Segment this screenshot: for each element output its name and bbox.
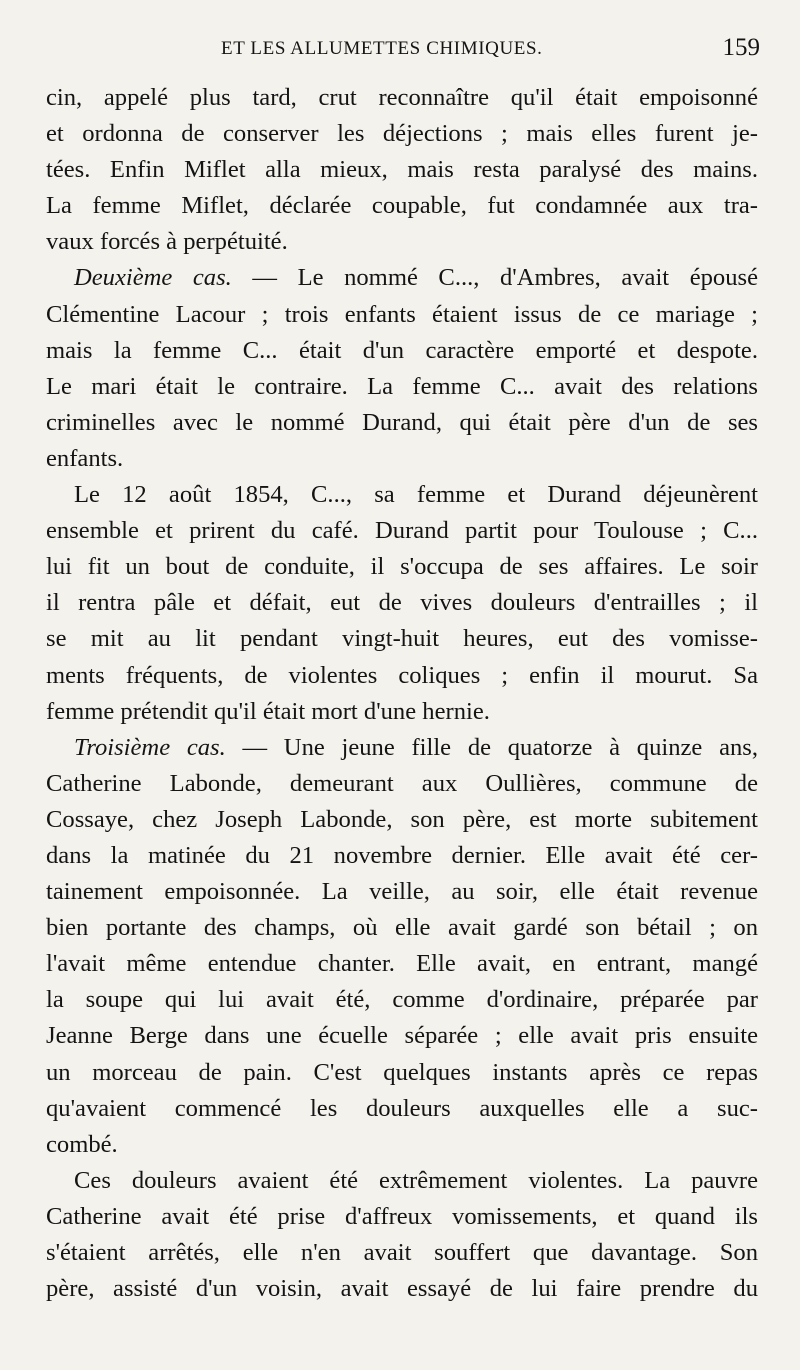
line-text: — Le nommé C..., d'Ambres, avait épousé [231,264,758,292]
text-line [46,946,758,982]
text-line [46,1163,758,1199]
text-line [46,297,758,333]
running-head: ET LES ALLUMETTES CHIMIQUES. [221,38,543,59]
text-line [46,116,758,152]
line-text: tées. Enfin Miflet alla mieux, mais resta paralysé des mains. [46,156,758,184]
text-line [46,477,758,513]
line-text: Le mari était le contraire. La femme C... avait des relations [46,372,758,400]
text-line [46,1055,758,1091]
text-line [46,1235,758,1271]
text-line [46,874,758,910]
line-text: ensemble et prirent du café. Durand partit pour Toulouse ; C... [46,517,758,545]
line-text: et ordonna de conserver les déjections ; mais elles furent je- [46,120,758,148]
line-text: ments fréquents, de violentes coliques ; enfin il mourut. Sa [46,661,758,689]
text-line [46,766,758,802]
text-line [46,585,758,621]
text-line [46,982,758,1018]
line-text: criminelles avec le nommé Durand, qui était père d'un de ses [46,408,758,436]
line-text: Catherine avait été prise d'affreux vomissements, et quand ils [46,1202,758,1230]
line-text: — Une jeune fille de quatorze à quinze ans, [225,733,758,761]
page-header [46,34,760,74]
line-text: père, assisté d'un voisin, avait essayé de lui faire prendre du [46,1275,758,1303]
text-line [46,1018,758,1054]
line-text: s'étaient arrêtés, elle n'en avait souffert que davantage. Son [46,1239,758,1266]
line-text: lui fit un bout de conduite, il s'occupa de ses affaires. Le soir [46,553,758,581]
text-line [46,333,758,369]
text-line [46,1199,758,1235]
line-text: bien portante des champs, où elle avait gardé son bétail ; on [46,914,758,942]
text-line [46,441,758,477]
text-line [46,802,758,838]
text-line [46,260,758,296]
line-text: Cossaye, chez Joseph Labonde, son père, est morte subitement [46,805,758,833]
line-text: femme prétendit qu'il était mort d'une hernie. [46,697,490,725]
line-text: Ces douleurs avaient été extrêmement violentes. La pauvre [74,1166,758,1194]
text-line [46,369,758,405]
page-number: 159 [722,34,760,61]
line-text: La femme Miflet, déclarée coupable, fut condamnée aux tra- [46,192,758,220]
text-line [46,1091,758,1127]
line-text: tainement empoisonnée. La veille, au soir, elle était revenue [46,878,758,906]
line-text: Clémentine Lacour ; trois enfants étaient issus de ce mariage ; [46,300,758,328]
text-line [46,1271,758,1307]
line-text: dans la matinée du 21 novembre dernier. Elle avait été cer- [46,841,758,869]
text-line [46,694,758,730]
text-line [46,80,758,116]
line-text: Jeanne Berge dans une écuelle séparée ; elle avait pris ensuite [46,1022,758,1050]
line-text: cin, appelé plus tard, crut reconnaître qu'il était empoisonné [46,84,758,111]
text-line [46,549,758,585]
text-line [46,621,758,657]
text-line [46,513,758,549]
line-text: il rentra pâle et défait, eut de vives douleurs d'entrailles ; il [46,589,758,617]
text-line [46,224,758,260]
text-line [46,1127,758,1163]
line-text: mais la femme C... était d'un caractère emporté et despote. [46,336,758,364]
text-line [46,152,758,188]
text-line [46,658,758,694]
body-text [46,80,758,1307]
case-label: Deuxième cas. [74,264,232,292]
line-text: Catherine Labonde, demeurant aux Oullières, commune de [46,769,758,797]
line-text: qu'avaient commencé les douleurs auxquelles elle a suc- [46,1094,758,1122]
line-text: combé. [46,1130,118,1158]
line-text: la soupe qui lui avait été, comme d'ordinaire, préparée par [46,986,758,1014]
line-text: enfants. [46,444,124,472]
text-line [46,838,758,874]
text-line [46,188,758,224]
text-line [46,730,758,766]
line-text: Le 12 août 1854, C..., sa femme et Durand déjeunèrent [74,481,758,509]
case-label: Troisième cas. [74,733,226,761]
line-text: vaux forcés à perpétuité. [46,228,288,256]
line-text: l'avait même entendue chanter. Elle avait, en entrant, mangé [46,950,758,978]
text-line [46,910,758,946]
line-text: un morceau de pain. C'est quelques instants après ce repas [46,1058,758,1086]
line-text: se mit au lit pendant vingt-huit heures, eut des vomisse- [46,625,758,653]
text-line [46,405,758,441]
